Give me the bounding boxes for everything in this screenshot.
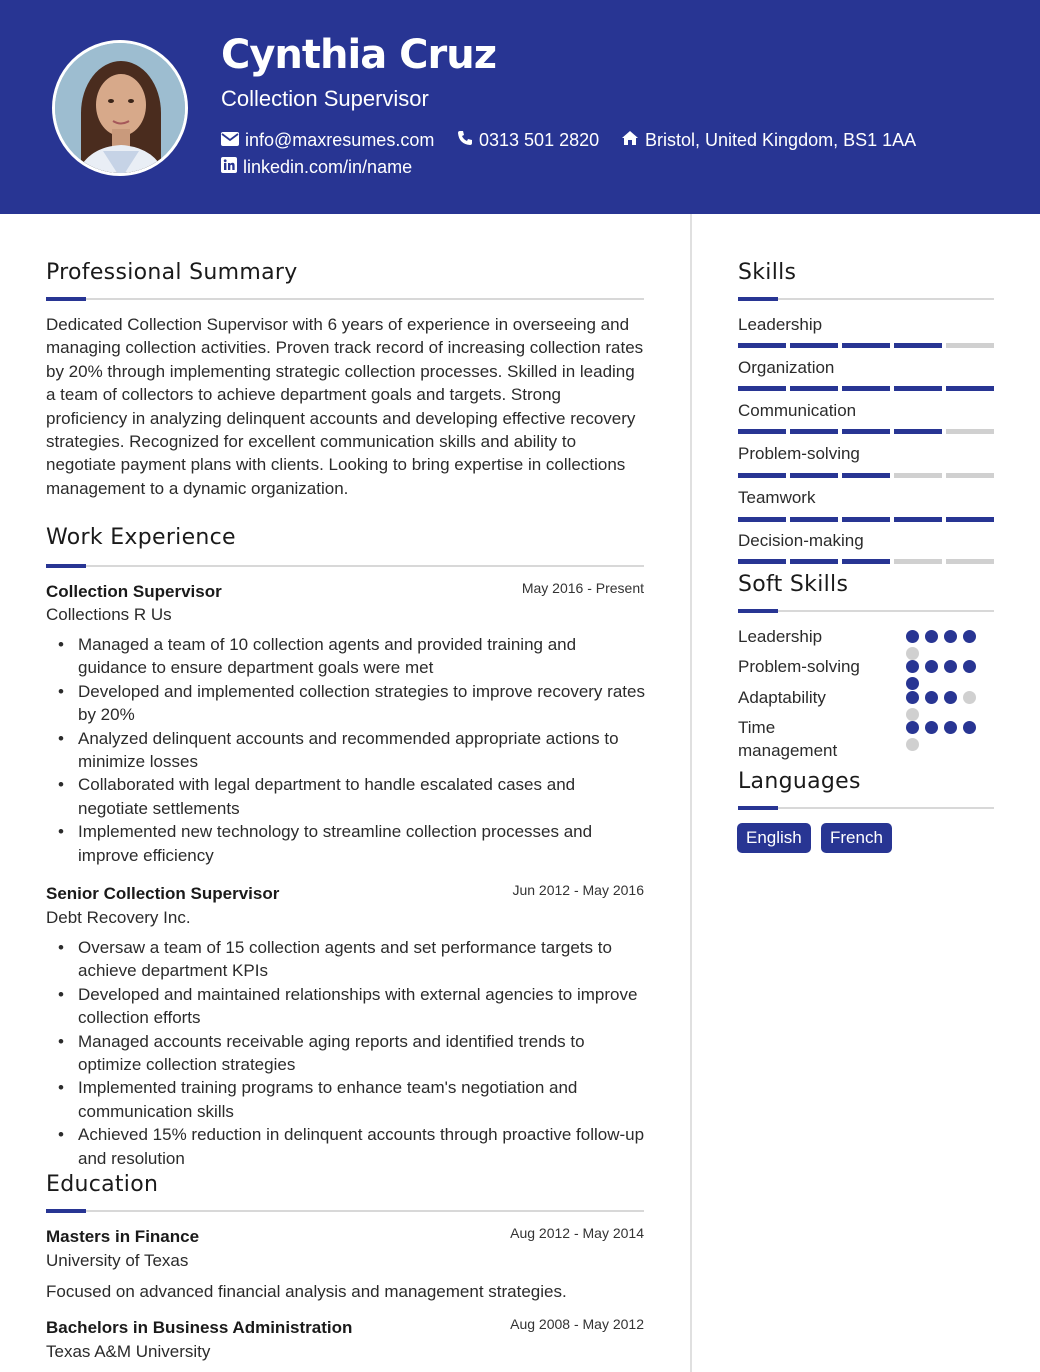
languages-heading: Languages	[738, 769, 861, 794]
contact-linkedin[interactable]	[221, 157, 412, 178]
rating-dot	[906, 708, 919, 721]
skill-level-bar	[738, 559, 994, 564]
skill-bar-segment	[894, 559, 942, 564]
phone-text: 0313 501 2820	[479, 130, 600, 150]
section-accent	[46, 1209, 86, 1213]
skill-bar-segment	[738, 517, 786, 522]
skill-name: Teamwork	[738, 488, 816, 507]
soft-skill-name: Leadership	[738, 627, 823, 646]
rating-dot	[944, 630, 957, 643]
skill-bar-segment	[790, 343, 838, 348]
skill-name: Communication	[738, 401, 857, 420]
section-accent	[738, 297, 778, 301]
school-name: University of Texas	[46, 1251, 189, 1270]
job-dates: May 2016 - Present	[521, 580, 644, 596]
skill-bar-segment	[894, 386, 942, 391]
education-dates: Aug 2012 - May 2014	[510, 1225, 644, 1241]
soft-skills-heading: Soft Skills	[738, 572, 849, 597]
rating-dot	[944, 721, 957, 734]
skill-level-bar	[738, 473, 994, 478]
skill-bar-segment	[790, 386, 838, 391]
rating-dot	[906, 647, 919, 660]
skill-bar-segment	[946, 343, 994, 348]
section-accent	[46, 564, 86, 568]
rating-dot	[906, 660, 919, 673]
list-item: • Collaborated with legal department to handle escalated cases and negotiate settlements	[46, 773, 646, 820]
contact-phone[interactable]	[457, 130, 599, 151]
job-dates: Jun 2012 - May 2016	[512, 882, 644, 898]
skill-name: Problem-solving	[738, 444, 860, 463]
job-company: Debt Recovery Inc.	[46, 908, 191, 927]
linkedin-icon	[221, 157, 237, 178]
summary-heading: Professional Summary	[46, 260, 298, 285]
skill-name: Leadership	[738, 315, 823, 334]
column-divider	[690, 214, 692, 1372]
location-text: Bristol, United Kingdom, BS1 1AA	[645, 130, 917, 150]
skill-level-bar	[738, 343, 994, 348]
skill-bar-segment	[946, 429, 994, 434]
rating-dot	[963, 721, 976, 734]
candidate-title: Collection Supervisor	[221, 86, 429, 111]
skill-bar-segment	[842, 517, 890, 522]
list-item: • Achieved 15% reduction in delinquent accounts through proactive follow-up and resolution	[46, 1123, 646, 1170]
rating-dot	[963, 691, 976, 704]
education-heading: Education	[46, 1172, 159, 1197]
section-accent	[738, 609, 778, 613]
skill-level-bar	[738, 386, 994, 391]
section-rule	[46, 1210, 644, 1212]
soft-skill-rating	[906, 721, 982, 751]
rating-dot	[906, 630, 919, 643]
skill-bar-segment	[790, 559, 838, 564]
skill-bar-segment	[842, 473, 890, 478]
rating-dot	[925, 721, 938, 734]
skill-bar-segment	[946, 473, 994, 478]
rating-dot	[906, 721, 919, 734]
list-item: • Developed and implemented collection strategies to improve recovery rates by 20%	[46, 680, 646, 727]
skill-bar-segment	[738, 559, 786, 564]
degree-title: Masters in Finance	[46, 1227, 200, 1246]
rating-dot	[906, 738, 919, 751]
skill-bar-segment	[946, 559, 994, 564]
rating-dot	[925, 691, 938, 704]
skill-bar-segment	[842, 386, 890, 391]
education-description: Focused on advanced financial analysis and management strategies.	[46, 1282, 567, 1301]
summary-text: Dedicated Collection Supervisor with 6 years of experience in overseeing and managing collection activities. Proven track record of increasing collection rates by 20% through implementing strategic collection processes. Skilled in leading a team of collectors to achieve department goals and targets. Strong proficiency in analyzing delinquent accounts and developing effective recovery strategies. Recognized for excellent communication skills and ability to negotiate payment plans with clients. Looking to bring expertise in collections management to a dynamic organization.	[46, 315, 644, 498]
phone-icon	[457, 130, 473, 151]
soft-skill-name: Problem-solving	[738, 657, 860, 676]
rating-dot	[944, 660, 957, 673]
skill-bar-segment	[842, 343, 890, 348]
skill-bar-segment	[946, 386, 994, 391]
soft-skill-rating	[906, 691, 982, 721]
list-item: • Implemented new technology to streamline collection processes and improve efficiency	[46, 820, 646, 867]
experience-heading: Work Experience	[46, 525, 236, 550]
skill-level-bar	[738, 517, 994, 522]
soft-skill-rating	[906, 630, 982, 660]
skill-bar-segment	[894, 473, 942, 478]
resume-header	[0, 0, 1040, 214]
linkedin-text: linkedin.com/in/name	[243, 157, 413, 177]
rating-dot	[925, 630, 938, 643]
email-text: info@maxresumes.com	[245, 130, 435, 150]
skill-name: Organization	[738, 358, 835, 377]
job-title: Senior Collection Supervisor	[46, 884, 280, 903]
home-icon	[621, 130, 639, 151]
skill-bar-segment	[894, 343, 942, 348]
skill-bar-segment	[790, 473, 838, 478]
candidate-name: Cynthia Cruz	[221, 32, 496, 78]
skill-bar-segment	[738, 473, 786, 478]
skill-bar-segment	[738, 429, 786, 434]
envelope-icon	[221, 130, 239, 151]
list-item: • Managed accounts receivable aging reports and identified trends to optimize collection strategies	[46, 1030, 646, 1077]
section-rule	[46, 565, 644, 567]
skill-bar-segment	[842, 429, 890, 434]
rating-dot	[944, 691, 957, 704]
section-accent	[738, 806, 778, 810]
job-bullets	[46, 633, 646, 867]
skill-bar-segment	[842, 559, 890, 564]
skill-level-bar	[738, 429, 994, 434]
degree-title: Bachelors in Business Administration	[46, 1318, 353, 1337]
skill-bar-segment	[894, 517, 942, 522]
rating-dot	[906, 677, 919, 690]
rating-dot	[925, 660, 938, 673]
job-company: Collections R Us	[46, 605, 172, 624]
skill-bar-segment	[790, 517, 838, 522]
section-accent	[46, 297, 86, 301]
section-rule	[46, 298, 644, 300]
list-item: • Implemented training programs to enhance team's negotiation and communication skills	[46, 1076, 646, 1123]
language-badge-english: English	[737, 823, 811, 853]
skills-heading: Skills	[738, 260, 797, 285]
list-item: • Oversaw a team of 15 collection agents and set performance targets to achieve department KPIs	[46, 936, 646, 983]
skill-name: Decision-making	[738, 531, 864, 550]
school-name: Texas A&M University	[46, 1342, 211, 1361]
contact-location	[621, 130, 916, 151]
profile-photo	[52, 40, 188, 176]
soft-skill-name: Adaptability	[738, 688, 826, 707]
rating-dot	[963, 630, 976, 643]
contact-email[interactable]	[221, 130, 434, 151]
rating-dot	[906, 691, 919, 704]
skill-bar-segment	[738, 343, 786, 348]
job-title: Collection Supervisor	[46, 582, 222, 601]
skill-bar-segment	[894, 429, 942, 434]
job-bullets	[46, 936, 646, 1170]
skill-bar-segment	[738, 386, 786, 391]
soft-skill-name: Time management	[738, 718, 838, 760]
skill-bar-segment	[790, 429, 838, 434]
list-item: • Managed a team of 10 collection agents and provided training and guidance to ensure department goals were met	[46, 633, 646, 680]
education-dates: Aug 2008 - May 2012	[510, 1316, 644, 1332]
list-item: • Analyzed delinquent accounts and recommended appropriate actions to minimize losses	[46, 727, 646, 774]
language-badge-french: French	[821, 823, 892, 853]
soft-skill-rating	[906, 660, 982, 690]
skill-bar-segment	[946, 517, 994, 522]
rating-dot	[963, 660, 976, 673]
list-item: • Developed and maintained relationships with external agencies to improve collection efforts	[46, 983, 646, 1030]
